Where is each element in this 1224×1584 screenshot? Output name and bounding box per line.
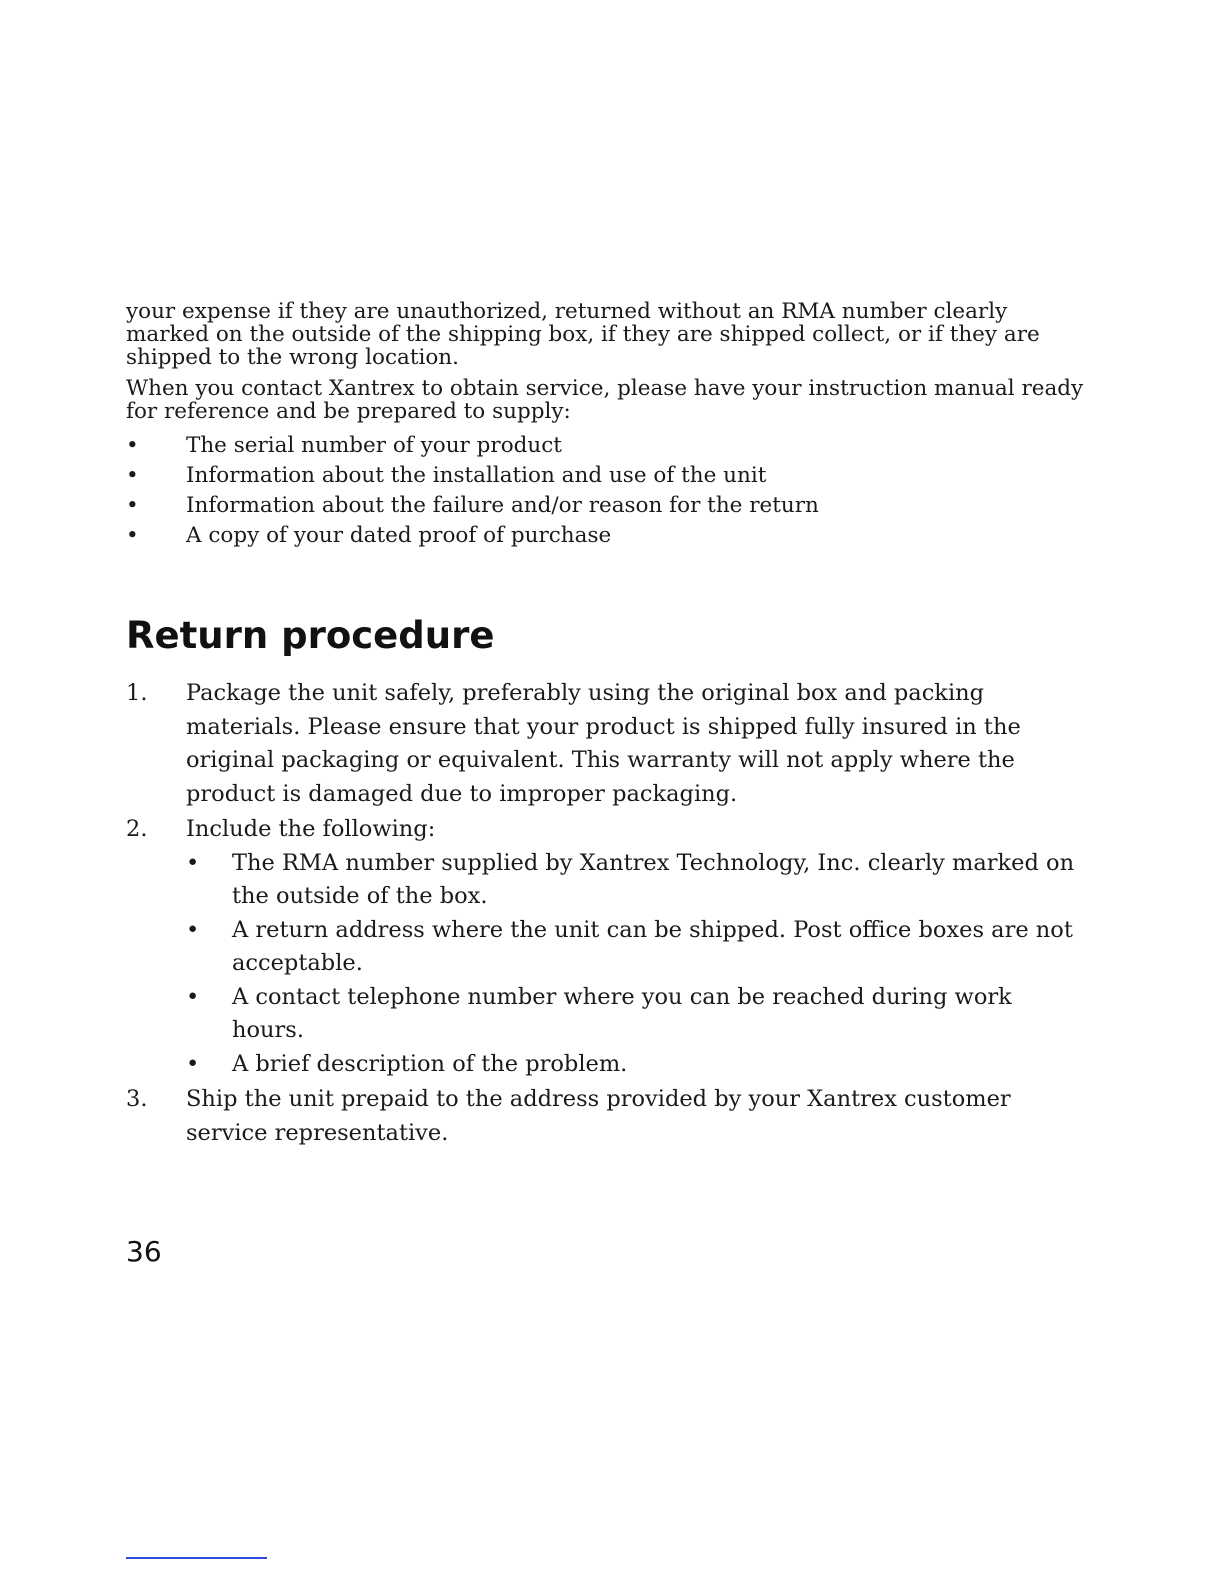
list-item [126,461,1086,491]
step-item [126,813,1086,1081]
list-item [126,431,1086,461]
list-item-text: A brief description of the problem. [232,1050,628,1077]
list-item-text: A return address where the unit can be shipped. Post office boxes are not acceptable. [232,916,1073,976]
step-item [126,1083,1086,1150]
section-heading: Return procedure [126,614,495,657]
supply-list [126,431,1086,551]
footer-rule [126,1557,267,1559]
step-item [126,677,1086,811]
steps-list [126,677,1086,1150]
step-number: 1. [126,680,148,706]
step-text: Ship the unit prepaid to the address provided by your Xantrex customer service representative. [186,1086,1011,1146]
bullet-icon: • [126,493,139,518]
bullet-icon: • [186,916,200,943]
page-number: 36 [126,1235,162,1268]
bullet-icon: • [126,523,139,548]
intro-block [126,300,1086,551]
step-text: Package the unit safely, preferably using the original box and packing materials. Please ensure that your product is shipped fully insured in the original packaging or equivalent. This warranty will not apply where the product is damaged due to improper packaging. [186,680,1021,807]
list-item-text: The RMA number supplied by Xantrex Technology, Inc. clearly marked on the outside of the box. [232,849,1075,909]
list-item-text: Information about the failure and/or reason for the return [186,493,819,518]
bullet-icon: • [126,463,139,488]
step-number: 3. [126,1086,148,1112]
list-item-text: Information about the installation and use of the unit [186,463,767,488]
bullet-icon: • [186,1050,200,1077]
bullet-icon: • [126,433,139,458]
step-text: Include the following: [186,816,436,842]
bullet-icon: • [186,849,200,876]
return-steps [126,677,1086,1152]
step-number: 2. [126,816,148,842]
list-item [186,1048,1086,1082]
intro-paragraph-continued: your expense if they are unauthorized, returned without an RMA number clearly marked on the outside of the shipping box, if they are shipped collect, or if they are shipped to the wrong location. [126,299,1040,370]
list-item-text: A copy of your dated proof of purchase [186,523,612,548]
include-list [186,847,1086,1082]
intro-paragraph-service: When you contact Xantrex to obtain service, please have your instruction manual ready for reference and be prepared to supply: [126,376,1084,424]
list-item-text: The serial number of your product [186,433,562,458]
list-item [126,491,1086,521]
list-item-text: A contact telephone number where you can be reached during work hours. [232,983,1012,1043]
list-item [186,914,1086,981]
list-item [186,847,1086,914]
list-item [126,521,1086,551]
bullet-icon: • [186,983,200,1010]
list-item [186,981,1086,1048]
